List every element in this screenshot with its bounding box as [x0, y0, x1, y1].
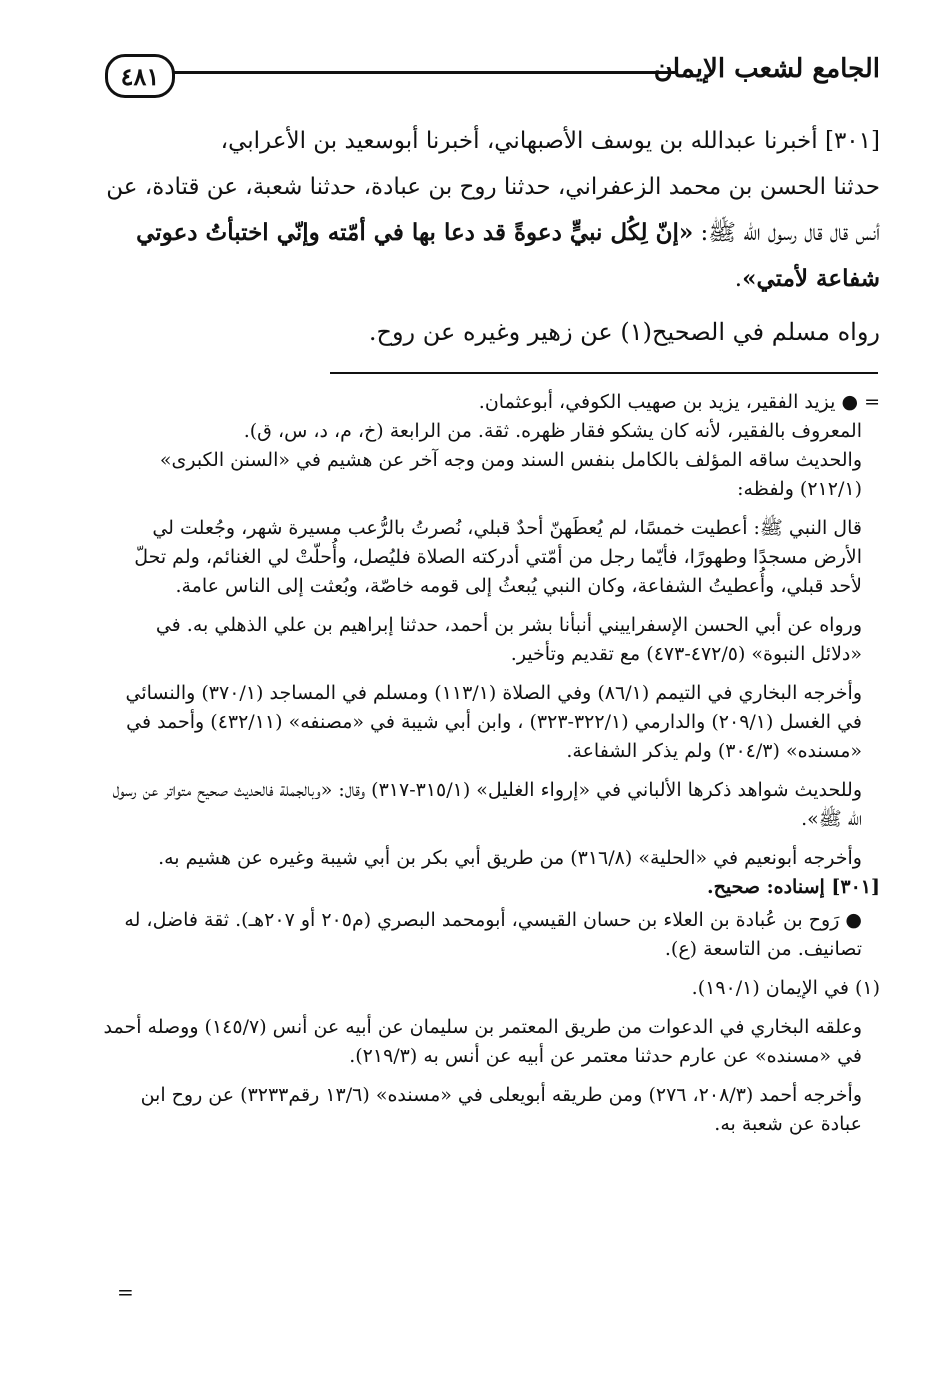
hadith-line [100, 256, 880, 302]
footnote-separator [330, 372, 878, 374]
hadith-narration: أنس قال قال رسول الله ﷺ: [693, 220, 880, 246]
note-line: المعروف بالفقير، لأنه كان يشكو فقار ظهره. ثقة. من الرابعة (خ، م، د، س، ق). [243, 420, 862, 442]
note-paragraph [100, 388, 880, 504]
book-title: الجامع لشعب الإيمان [653, 54, 880, 84]
hadith-matn: «إنّ لِكُل نبيٍّ دعوةً قد دعا بها في أمّته وإنّي اختبأتُ دعوتي [136, 219, 694, 246]
hadith-line [100, 210, 880, 256]
note-paragraph: ● رَوح بن عُبادة بن العلاء بن حسان القيسي، أبومحمد البصري (م٢٠٥ أو ٢٠٧هـ). ثقة فاضل، له تصانيف. من التاسعة (ع). [124, 909, 862, 960]
isnad-value: صحيح. [706, 876, 760, 898]
note-paragraph: وللحديث شواهد ذكرها الألباني في «إرواء الغليل» (٣١٥/١-٣١٧) وقال: «وبالجملة فالحديث صحيح متواتر عن رسول الله ﷺ». [112, 779, 862, 830]
hadith-matn-end: شفاعة لأمتي» [742, 265, 880, 292]
note-paragraph: وأخرجه البخاري في التيمم (٨٦/١) وفي الصلاة (١١٣/١) ومسلم في المساجد (٣٧٠/١) والنسائي في الغسل (٢٠٩/١) والدارمي (٣٢٢/١-٣٢٣) ، وابن أبي شيبة في «مصنفه» (٤٣٢/١١) وأحمد في «مسنده» (٣٠٤/٣) ولم يذكر الشفاعة. [125, 682, 862, 762]
hadith-period: . [734, 266, 743, 292]
page-header [100, 48, 880, 106]
note-paragraph: ورواه عن أبي الحسن الإسفراييني أنبأنا بشر بن أحمد، حدثنا إبراهيم بن علي الذهلي به. في «دلائل النبوة» (٤٧٢/٥-٤٧٣) مع تقديم وتأخير. [155, 614, 862, 665]
hadith-line: [٣٠١] أخبرنا عبدالله بن يوسف الأصبهاني، أخبرنا أبوسعيد بن الأعرابي، [220, 128, 880, 154]
page-number: ٤٨١ [105, 54, 175, 98]
continuation-marker: = [117, 1280, 134, 1304]
header-rule [172, 71, 675, 74]
footnotes [100, 388, 880, 1149]
note-line: = ● يزيد الفقير، يزيد بن صهيب الكوفي، أبوعثمان. [478, 391, 880, 413]
note-paragraph: وعلقه البخاري في الدعوات من طريق المعتمر بن سليمان عن أبيه عن أنس (١٤٥/٧) ووصله أحمد في «مسنده» عن عارم حدثنا معتمر عن أبيه عن أنس به (٢١٩/٣). [103, 1016, 862, 1067]
footnote-reference: (١) في الإيمان (١٩٠/١). [691, 977, 880, 999]
note-paragraph: وأخرجه أبونعيم في «الحلية» (٣١٦/٨) من طريق أبي بكر بن أبي شيبة وغيره عن هشيم به. [158, 847, 862, 869]
isnad-label: [٣٠١] إسناده: [760, 876, 880, 898]
isnad-grade [100, 873, 880, 902]
note-line: والحديث ساقه المؤلف بالكامل بنفس السند ومن وجه آخر عن هشيم في «السنن الكبرى» (٢١٢/١) ولفظه: [159, 449, 862, 500]
hadith-text [100, 118, 880, 302]
hadith-line: حدثنا الحسن بن محمد الزعفراني، حدثنا روح بن عبادة، حدثنا شعبة، عن قتادة، عن [106, 174, 880, 200]
note-paragraph: وأخرجه أحمد (٢٠٨/٣، ٢٧٦) ومن طريقه أبويعلى في «مسنده» (١٣/٦ رقم٣٢٣٣) عن روح ابن عبادة عن شعبة به. [140, 1084, 862, 1135]
note-paragraph: قال النبي ﷺ: أعطيت خمسًا، لم يُعطَهنّ أحدٌ قبلي، نُصرتُ بالرُّعب مسيرة شهر، وجُعلت لي الأرض مسجدًا وطهورًا، فأيّما رجل من أمّتي أدركته الصلاة فليُصل، وأُحلّتْ لي الغنائم، ولم تحلّ لأحد قبلي، وأُعطيتُ الشفاعة، وكان النبي يُبعثُ إلى قومه خاصّة، وبُعثت إلى الناس عامة. [134, 517, 862, 597]
riwayah-line: رواه مسلم في الصحيح(١) عن زهير وغيره عن روح. [368, 318, 880, 346]
